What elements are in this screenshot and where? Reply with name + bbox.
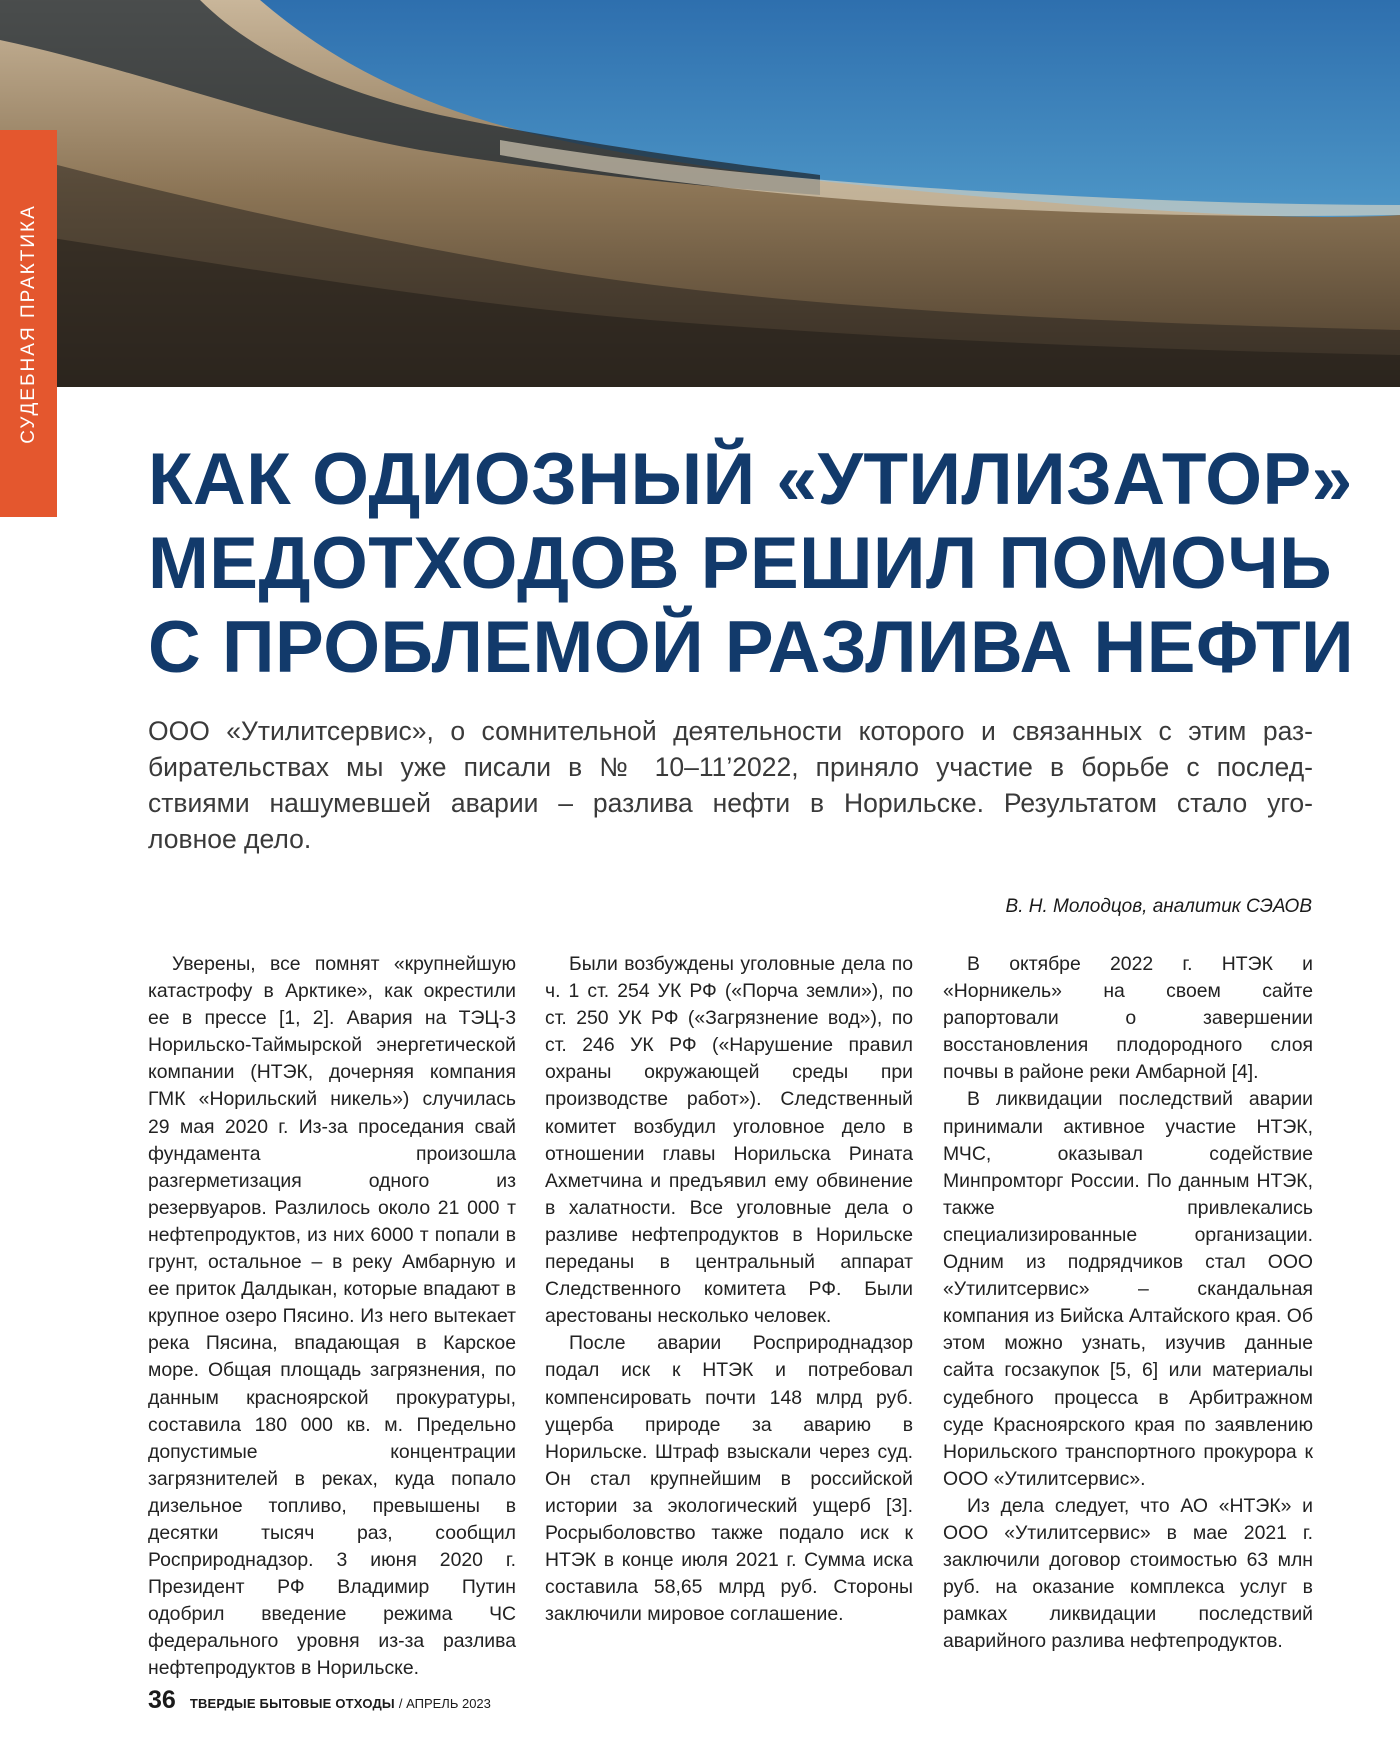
page-number: 36 xyxy=(148,1686,176,1714)
title-line: С ПРОБЛЕМОЙ РАЗЛИВА НЕФТИ xyxy=(148,607,1355,688)
title-line: КАК ОДИОЗНЫЙ «УТИЛИЗАТОР» xyxy=(148,439,1353,520)
hero-photo-oil-spill-shoreline xyxy=(0,0,1400,387)
article-title xyxy=(148,438,1355,690)
body-column-1 xyxy=(148,951,516,1683)
lead-line: бирательствах мы уже писали в № 10–11’2022, приняло участие в борьбе с послед- xyxy=(148,752,1313,782)
body-paragraph: После аварии Росприроднадзор подал иск к НТЭК и потребовал компенсировать почти 148 млрд руб. ущерба природе за аварию в Норильске. Штраф взыскали через суд. Он стал крупнейшим в российской истории за экологический ущерб [3]. Росрыболовство также подало иск к НТЭК в конце июля 2021 г. Сумма иска составила 58,65 млрд руб. Стороны заключили мировое соглашение. xyxy=(545,1332,913,1626)
lead-line: ствиями нашумевшей аварии – разлива нефти в Норильске. Результатом стало уго- xyxy=(148,788,1313,818)
shoreline-illustration xyxy=(0,0,1400,387)
lead-line: ловное дело. xyxy=(148,824,312,854)
author-byline: В. Н. Молодцов, аналитик СЭАОВ xyxy=(1005,896,1312,917)
body-paragraph: В ликвидации последствий аварии принимали активное участие НТЭК, МЧС, оказывал содействие Минпромторг России. По данным НТЭК, также привлекались специализированные организации. Одним из подрядчиков стал ООО «Утилитсервис» – скандальная компания из Бийска Алтайского края. Об этом можно узнать, изучив данные сайта госзакупок [5, 6] или материалы судебного процесса в Арбитражном суде Красноярского края по заявлению Норильского транспортного прокурора к ООО «Утилитсервис». xyxy=(943,1088,1313,1490)
magazine-name: ТВЕРДЫЕ БЫТОВЫЕ ОТХОДЫ xyxy=(189,1696,395,1711)
lead-line: ООО «Утилитсервис», о сомнительной деятельности которого и связанных с этим раз- xyxy=(148,716,1313,746)
body-paragraph: Уверены, все помнят «крупнейшую катастрофу в Арктике», как окрестили ее в прессе [1, 2]. Авария на ТЭЦ-3 Норильско-Таймырской энергетической компании (НТЭК, дочерняя компания ГМК «Норильский никель») случилась 29 мая 2020 г. Из-за проседания свай фундамента произошла разгерметизация одного из резервуаров. Разлилось около 21 000 т нефтепродуктов, из них 6000 т попали в грунт, остальное – в реку Амбарную и ее приток Далдыкан, которые впадают в крупное озеро Пясино. Из него вытекает река Пясина, впадающая в Карское море. Общая площадь загрязнения, по данным красноярской прокуратуры, составила 180 000 кв. м. Предельно допустимые концентрации загрязнителей в реках, куда попало дизельное топливо, превышены в десятки тысяч раз, сообщил Росприроднадзор. 3 июня 2020 г. Президент РФ Владимир Путин одобрил введение режима ЧС федерального уровня из-за разлива нефтепродуктов в Норильске. xyxy=(148,953,516,1680)
section-label: СУДЕБНАЯ ПРАКТИКА xyxy=(17,203,39,444)
body-paragraph: Были возбуждены уголовные дела по ч. 1 ст. 254 УК РФ («Порча земли»), по ст. 250 УК РФ («Загрязнение вод»), по ст. 246 УК РФ («Нарушение правил охраны окружающей среды при производстве работ»). Следственный комитет возбудил уголовное дело в отношении главы Норильска Рината Ахметчина и предъявил ему обвинение в халатности. Все уголовные дела о разливе нефтепродуктов в Норильске переданы в центральный аппарат Следственного комитета РФ. Были арестованы несколько человек. xyxy=(545,953,913,1328)
issue-date: / АПРЕЛЬ 2023 xyxy=(398,1696,491,1711)
lead-paragraph xyxy=(148,713,1313,857)
section-tab xyxy=(0,130,57,517)
body-paragraph: В октябре 2022 г. НТЭК и «Норникель» на своем сайте рапортовали о завершении восстановления плодородного слоя почвы в районе реки Амбарной [4]. xyxy=(943,953,1313,1084)
body-column-3 xyxy=(943,951,1313,1655)
page-footer xyxy=(148,1686,491,1715)
body-paragraph: Из дела следует, что АО «НТЭК» и ООО «Утилитсервис» в мае 2021 г. заключили договор стоимостью 63 млн руб. на оказание комплекса услуг в рамках ликвидации последствий аварийного разлива нефтепродуктов. xyxy=(943,1494,1313,1653)
body-column-2 xyxy=(545,951,913,1628)
title-line: МЕДОТХОДОВ РЕШИЛ ПОМОЧЬ xyxy=(148,523,1333,604)
